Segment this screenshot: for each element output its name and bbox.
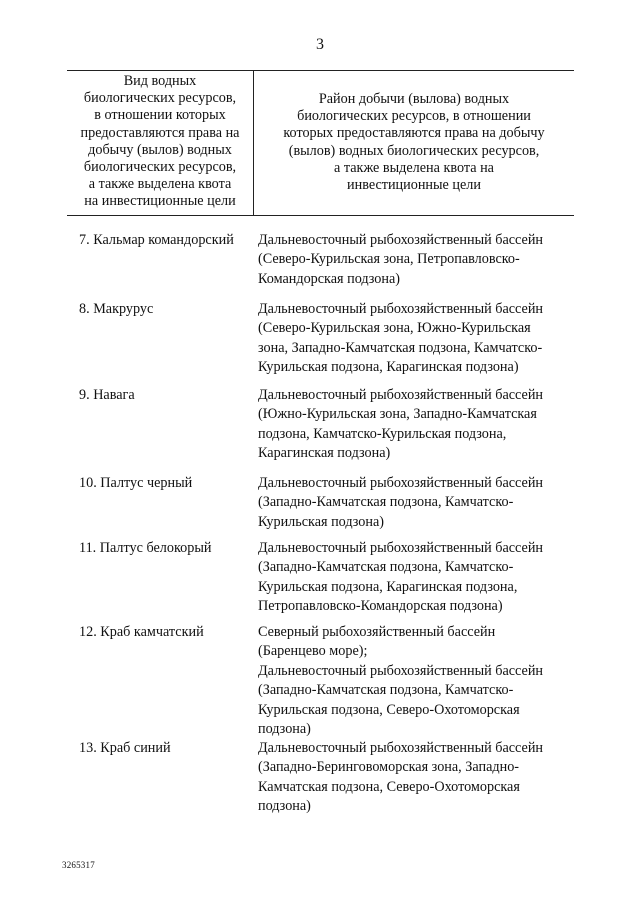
species-name: 12. Краб камчатский [79, 624, 204, 640]
region-description [258, 739, 543, 817]
header-species-line: Вид водных [123, 73, 197, 89]
header-region-line: которых предоставляются права на добычу [283, 125, 545, 142]
header-region-column [254, 91, 574, 194]
region-line: Дальневосточный рыбохозяйственный бассейн [258, 662, 544, 679]
header-species-column [67, 73, 253, 211]
region-line: (Баренцево море); [258, 643, 368, 660]
species-name: 7. Кальмар командорский [79, 232, 234, 248]
header-region-line: Район добычи (вылова) водных [318, 91, 510, 107]
region-line: подзона) [258, 721, 311, 738]
region-description [258, 386, 543, 464]
region-line: Курильская подзона, Карагинская подзона) [258, 359, 519, 376]
document-code: 3265317 [62, 860, 95, 870]
region-line: Курильская подзона, Карагинская подзона, [258, 578, 518, 595]
region-line: Курильская подзона) [258, 513, 384, 530]
header-region-line: а также выделена квота на [334, 159, 494, 176]
header-species-line: биологических ресурсов, [83, 159, 237, 176]
region-line: Петропавловско-Командорская подзона) [258, 598, 503, 615]
region-line: Дальневосточный рыбохозяйственный бассейн [258, 740, 544, 756]
region-line: (Южно-Курильская зона, Западно-Камчатская [258, 406, 537, 423]
region-line: Дальневосточный рыбохозяйственный бассейн [258, 232, 544, 248]
region-line: подзона, Камчатско-Курильская подзона, [258, 425, 507, 442]
region-line: Дальневосточный рыбохозяйственный бассейн [258, 475, 544, 491]
header-species-line: предоставляются права на [80, 124, 240, 141]
header-species-line: на инвестиционные цели [84, 193, 236, 210]
region-description [258, 474, 543, 532]
species-name: 10. Палтус черный [79, 475, 193, 491]
page-number: 3 [316, 36, 324, 53]
header-species-line: биологических ресурсов, [83, 90, 237, 107]
header-species-line: в отношении которых [94, 107, 226, 124]
header-species-line: добычу (вылов) водных [88, 141, 232, 158]
region-line: зона, Западно-Камчатская подзона, Камчатско- [258, 339, 543, 356]
region-description [258, 300, 543, 378]
region-line: Северный рыбохозяйственный бассейн [258, 624, 496, 640]
table-header [67, 70, 574, 216]
region-line: (Северо-Курильская зона, Южно-Курильская [258, 320, 531, 337]
header-region-line: (вылов) водных биологических ресурсов, [288, 142, 540, 159]
region-line: Дальневосточный рыбохозяйственный бассейн [258, 387, 544, 403]
header-region-line: биологических ресурсов, в отношении [297, 108, 531, 125]
species-name: 11. Палтус белокорый [79, 540, 212, 556]
species-name: 13. Краб синий [79, 740, 171, 756]
region-line: Командорская подзона) [258, 270, 400, 287]
header-species-line: а также выделена квота [88, 176, 232, 193]
region-line: Карагинская подзона) [258, 445, 391, 462]
region-line: подзона) [258, 798, 311, 815]
region-line: Дальневосточный рыбохозяйственный бассейн [258, 301, 544, 317]
region-line: Курильская подзона, Северо-Охотоморская [258, 701, 520, 718]
region-line: (Западно-Камчатская подзона, Камчатско- [258, 559, 514, 576]
species-name: 8. Макрурус [79, 301, 154, 317]
region-description [258, 623, 543, 739]
region-line: (Северо-Курильская зона, Петропавловско- [258, 251, 520, 268]
region-line: (Западно-Камчатская подзона, Камчатско- [258, 682, 514, 699]
species-name: 9. Навага [79, 387, 135, 403]
header-region-line: инвестиционные цели [347, 177, 481, 194]
region-description [258, 539, 543, 617]
region-line: Дальневосточный рыбохозяйственный бассейн [258, 540, 544, 556]
region-description [258, 231, 543, 289]
region-line: (Западно-Беринговоморская зона, Западно- [258, 759, 520, 776]
region-line: (Западно-Камчатская подзона, Камчатско- [258, 494, 514, 511]
region-line: Камчатская подзона, Северо-Охотоморская [258, 778, 520, 795]
